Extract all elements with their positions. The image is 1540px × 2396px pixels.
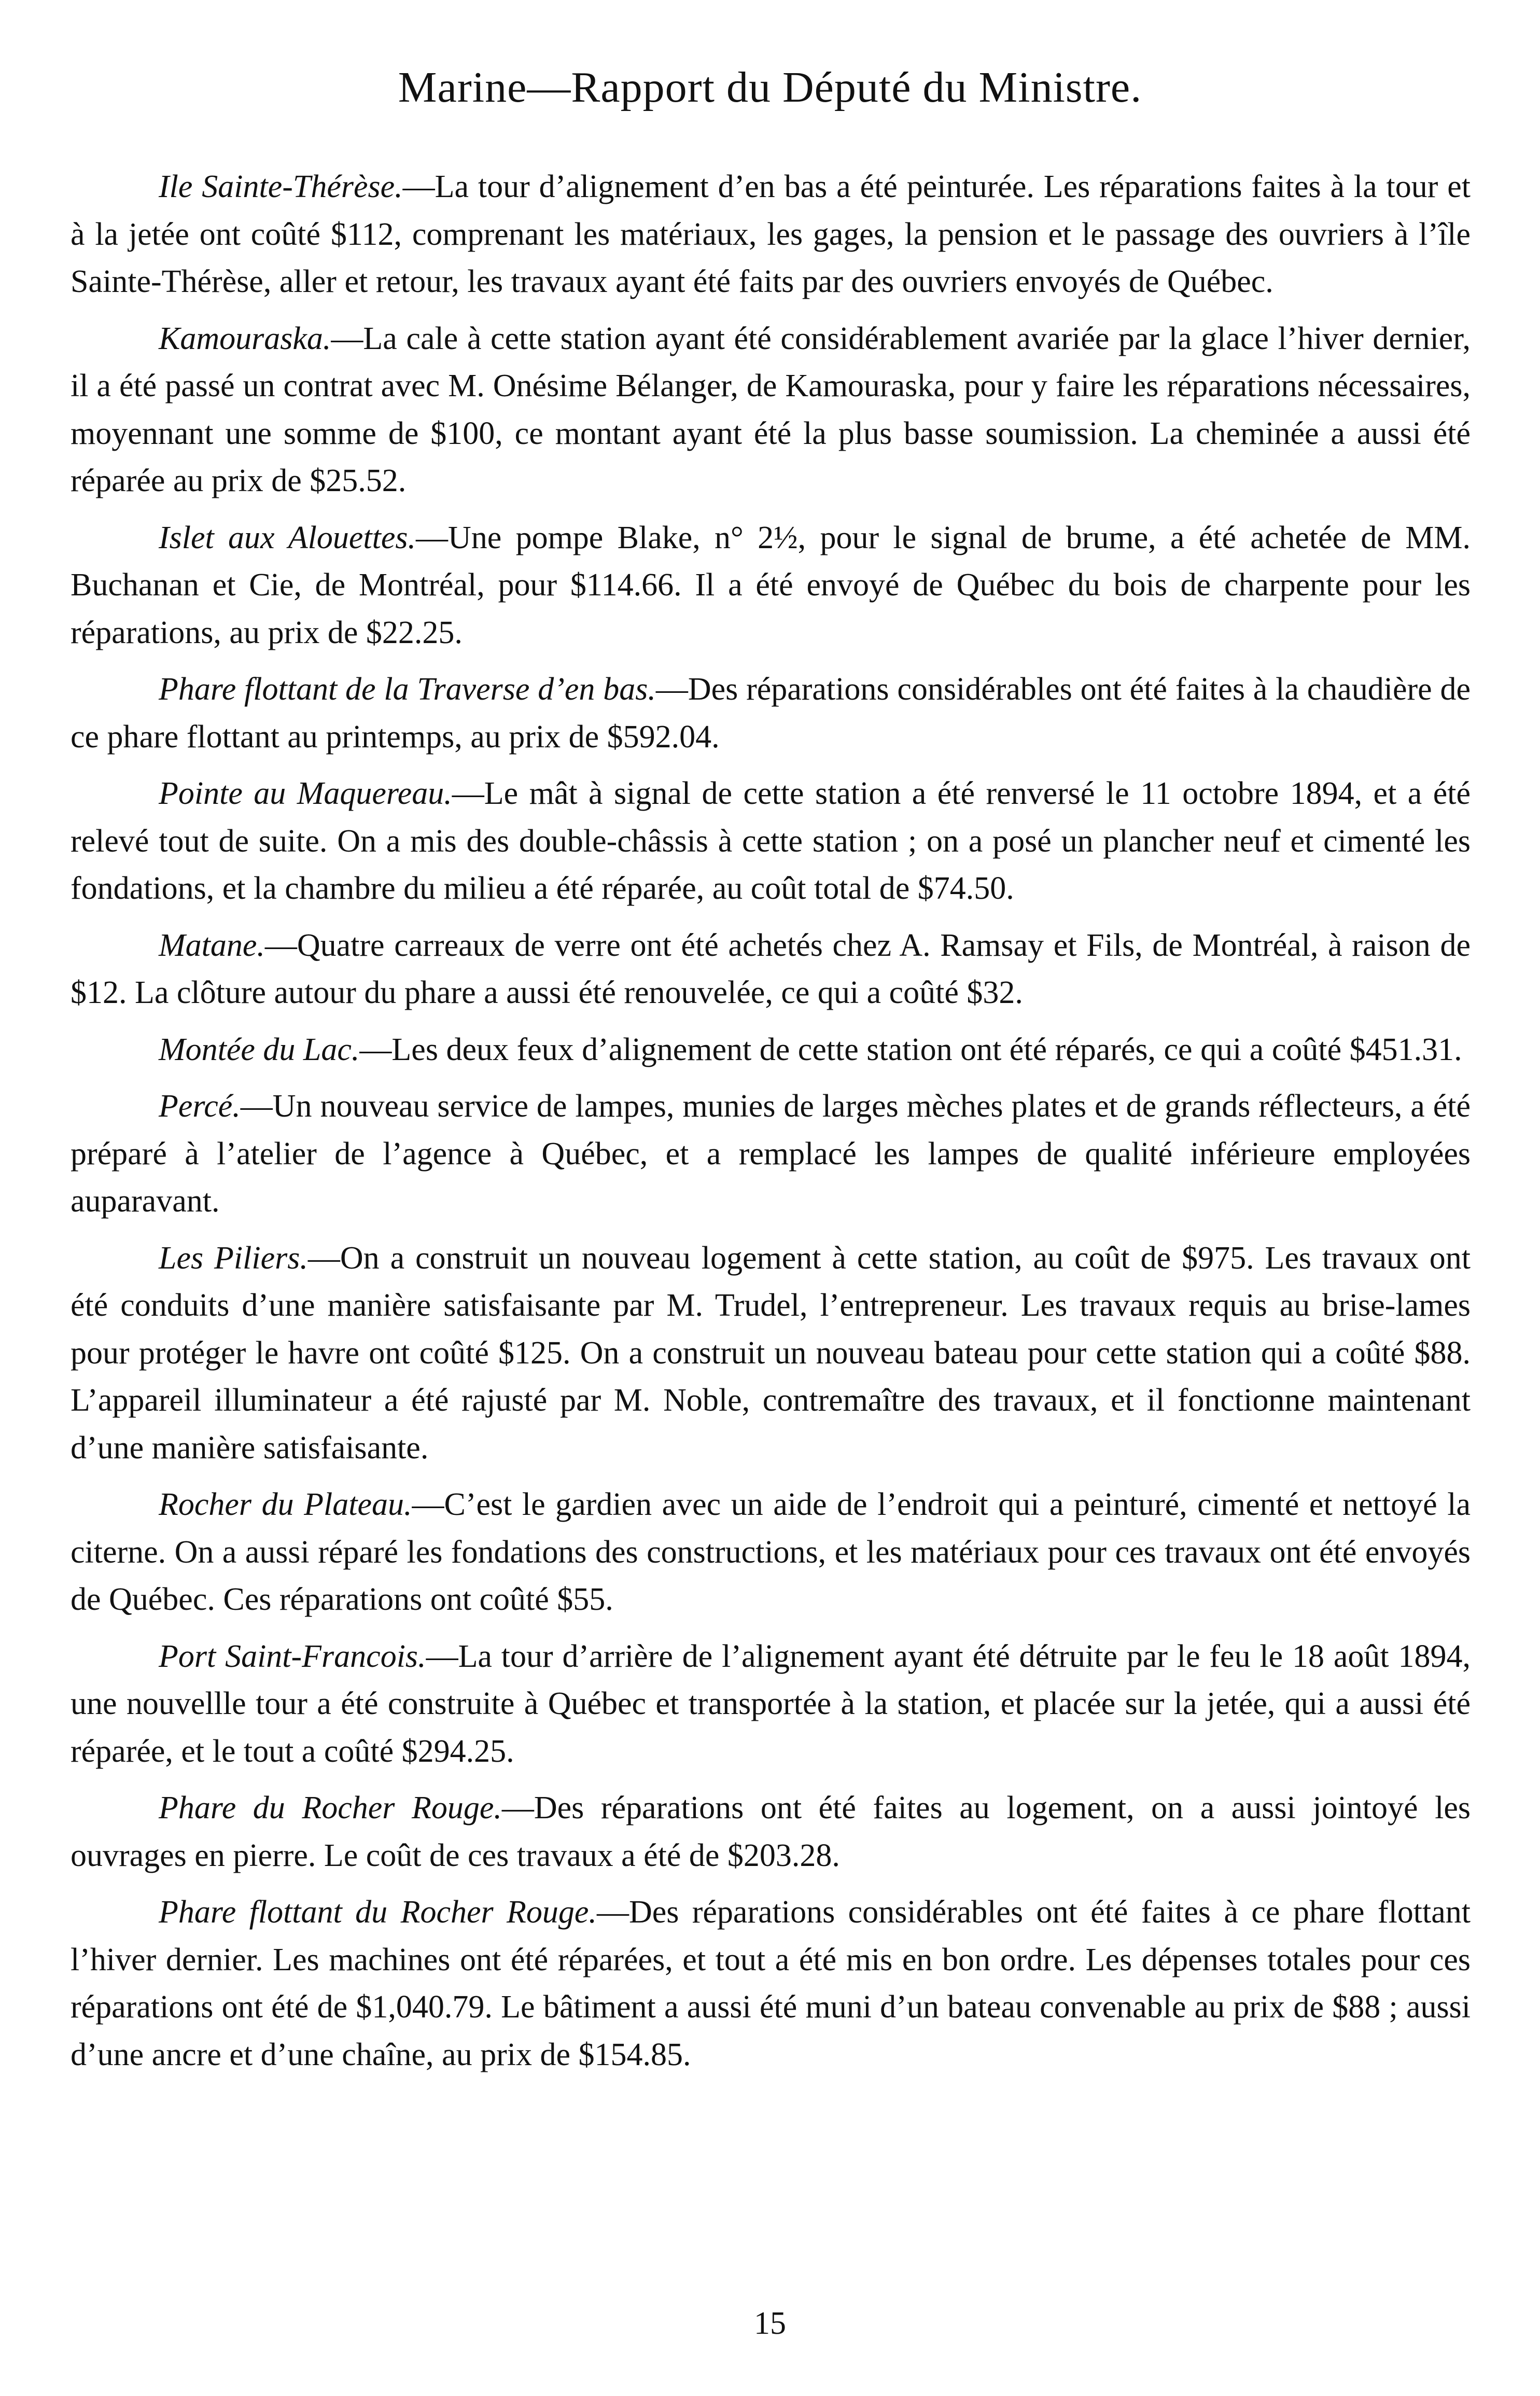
- paragraph-pointe-au-maquereau: [71, 770, 1471, 913]
- paragraph-islet-aux-alouettes: [71, 514, 1471, 657]
- station-title: Percé.: [159, 1089, 241, 1124]
- paragraph-text: —Les deux feux d’alignement de cette station ont été réparés, ce qui a coûté $451.31.: [359, 1032, 1462, 1067]
- paragraph-text: —La tour d’alignement d’en bas a été peinturée. Les réparations faites à la tour et à la jetée ont coûté $112, comprenant les matériaux, les gages, la pension et le passage des ouvriers à l’île Sainte-Thérèse, aller et retour, les travaux ayant été faits par des ouvriers envoyés de Québec.: [71, 169, 1471, 299]
- paragraph-phare-flottant-rocher-rouge: [71, 1889, 1471, 2079]
- paragraph-montee-du-lac: [71, 1026, 1471, 1074]
- running-title: Marine—Rapport du Député du Ministre.: [398, 63, 1142, 112]
- station-title: Montée du Lac.: [159, 1032, 360, 1067]
- paragraph-phare-du-rocher-rouge: [71, 1785, 1471, 1879]
- paragraph-text: —On a construit un nouveau logement à cette station, au coût de $975. Les travaux ont été conduits d’une manière satisfaisante par M. Trudel, l’entrepreneur. Les travaux requis au brise-lames pour protéger le havre ont coûté $125. On a construit un nouveau bateau pour cette station qui a coûté $88. L’appareil illuminateur a été rajusté par M. Noble, contremaître des travaux, et il fonctionne maintenant d’une manière satisfaisante.: [71, 1240, 1471, 1466]
- paragraph-text: —La cale à cette station ayant été considérablement avariée par la glace l’hiver dernier, il a été passé un contrat avec M. Onésime Bélanger, de Kamouraska, pour y faire les réparations nécessaires, moyennant une somme de $100, ce montant ayant été la plus basse soumission. La cheminée a aussi été réparée au prix de $25.52.: [71, 321, 1471, 498]
- paragraph-ile-sainte-therese: [71, 163, 1471, 306]
- paragraph-les-piliers: [71, 1235, 1471, 1472]
- paragraph-phare-flottant-traverse: [71, 666, 1471, 761]
- station-title: Rocher du Plateau.: [159, 1487, 412, 1522]
- station-title: Phare flottant du Rocher Rouge.: [159, 1894, 597, 1930]
- station-title: Pointe au Maquereau.: [159, 776, 452, 811]
- station-title: Kamouraska.: [159, 321, 331, 356]
- paragraph-text: —C’est le gardien avec un aide de l’endroit qui a peinturé, cimenté et nettoyé la citerne. On a aussi réparé les fondations des constructions, et les matériaux pour ces travaux ont été envoyés de Québec. Ces réparations ont coûté $55.: [71, 1487, 1471, 1617]
- paragraph-text: —Une pompe Blake, n° 2½, pour le signal de brume, a été achetée de MM. Buchanan et Cie, de Montréal, pour $114.66. Il a été envoyé de Québec du bois de charpente pour les réparations, au prix de $22.25.: [71, 520, 1471, 650]
- station-title: Islet aux Alouettes.: [159, 520, 416, 555]
- paragraph-perce: [71, 1083, 1471, 1225]
- station-title: Port Saint-Francois.: [159, 1638, 426, 1674]
- paragraph-text: —Quatre carreaux de verre ont été achetés chez A. Ramsay et Fils, de Montréal, à raison de $12. La clôture autour du phare a aussi été renouvelée, ce qui a coûté $32.: [71, 927, 1471, 1010]
- paragraph-kamouraska: [71, 315, 1471, 505]
- paragraph-text: —La tour d’arrière de l’alignement ayant été détruite par le feu le 18 août 1894, une nouvellle tour a été construite à Québec et transportée à la station, et placée sur la jetée, qui a aussi été réparée, et le tout a coûté $294.25.: [71, 1638, 1471, 1769]
- station-title: Phare flottant de la Traverse d’en bas.: [159, 672, 656, 707]
- paragraph-text: —Le mât à signal de cette station a été renversé le 11 octobre 1894, et a été relevé tout de suite. On a mis des double-châssis à cette station ; on a posé un plancher neuf et cimenté les fondations, et la chambre du milieu a été réparée, au coût total de $74.50.: [71, 776, 1471, 906]
- paragraph-text: —Des réparations considérables ont été faites à ce phare flottant l’hiver dernier. Les machines ont été réparées, et tout a été mis en bon ordre. Les dépenses totales pour ces réparations ont été de $1,040.79. Le bâtiment a aussi été muni d’un bateau convenable au prix de $88 ; aussi d’une ancre et d’une chaîne, au prix de $154.85.: [71, 1894, 1471, 2072]
- paragraph-text: —Des réparations considérables ont été faites à la chaudière de ce phare flottant au printemps, au prix de $592.04.: [71, 672, 1471, 755]
- paragraph-text: —Des réparations ont été faites au logement, on a aussi jointoyé les ouvrages en pierre. Le coût de ces travaux a été de $203.28.: [71, 1790, 1471, 1873]
- paragraph-matane: [71, 922, 1471, 1017]
- paragraph-port-saint-francois: [71, 1633, 1471, 1776]
- station-title: Phare du Rocher Rouge.: [159, 1790, 502, 1826]
- page-number: 15: [754, 2306, 786, 2341]
- report-body: [71, 163, 1471, 2088]
- station-title: Matane.: [159, 927, 265, 963]
- station-title: Ile Sainte-Thérèse.: [159, 169, 403, 204]
- paragraph-text: —Un nouveau service de lampes, munies de larges mèches plates et de grands réflecteurs, a été préparé à l’atelier de l’agence à Québec, et a remplacé les lampes de qualité inférieure employées auparavant.: [71, 1089, 1471, 1219]
- station-title: Les Piliers.: [159, 1240, 308, 1276]
- paragraph-rocher-du-plateau: [71, 1481, 1471, 1624]
